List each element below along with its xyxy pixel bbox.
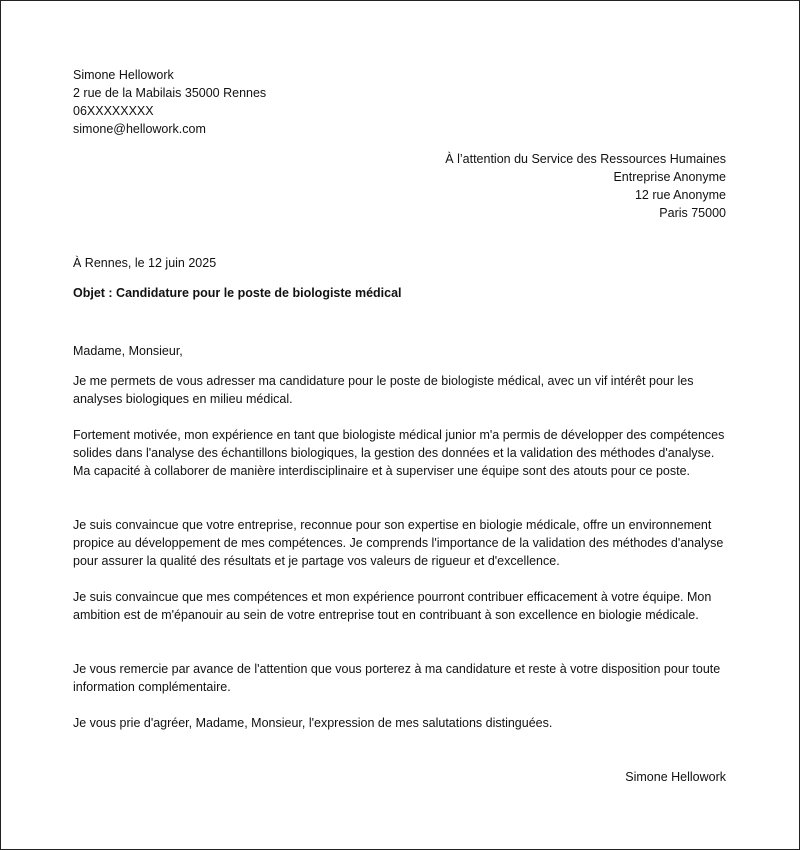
sender-address: 2 rue de la Mabilais 35000 Rennes: [73, 86, 267, 100]
salutation: Madame, Monsieur,: [73, 344, 183, 358]
sender-block: [73, 66, 473, 138]
recipient-company: Entreprise Anonyme: [613, 170, 726, 184]
sender-phone: 06XXXXXXXX: [73, 104, 154, 118]
signature: Simone Hellowork: [625, 770, 726, 784]
recipient-street: 12 rue Anonyme: [634, 188, 726, 202]
date-line: À Rennes, le 12 juin 2025: [73, 256, 217, 270]
body-paragraph: Je suis convaincue que mes compétences et mon expérience pourront contribuer efficacement à votre équipe. Mon ambition est de m'épanouir au sein de votre entreprise tout en contribuant à son excellence en biologie médicale.: [73, 590, 712, 622]
body-paragraph: Je suis convaincue que votre entreprise, reconnue pour son expertise en biologie médicale, offre un environnement propice au développement de mes compétences. Je comprends l'importance de la validation des méthodes d'analyse pour assurer la qualité des résultats et je partage vos valeurs de rigueur et d'excellence.: [73, 518, 724, 568]
subject-line: Objet : Candidature pour le poste de biologiste médical: [73, 286, 402, 300]
sender-email: simone@hellowork.com: [73, 122, 206, 136]
sender-name: Simone Hellowork: [73, 68, 174, 82]
body-paragraph: Je me permets de vous adresser ma candidature pour le poste de biologiste médical, avec un vif intérêt pour les analyses biologiques en milieu médical.: [73, 374, 694, 406]
recipient-attention: À l’attention du Service des Ressources Humaines: [445, 152, 726, 166]
recipient-block: [306, 150, 726, 222]
body-paragraph: Fortement motivée, mon expérience en tant que biologiste médical junior m'a permis de développer des compétences solides dans l'analyse des échantillons biologiques, la gestion des données et la validation des méthodes d'analyse. Ma capacité à collaborer de manière interdisciplinaire et à superviser une équipe sont des atouts pour ce poste.: [73, 428, 725, 478]
closing-paragraph: Je vous prie d'agréer, Madame, Monsieur, l'expression de mes salutations distinguées.: [73, 716, 553, 730]
recipient-city: Paris 75000: [659, 206, 726, 220]
body-paragraph: Je vous remercie par avance de l'attention que vous porterez à ma candidature et reste à votre disposition pour toute information complémentaire.: [73, 662, 721, 694]
